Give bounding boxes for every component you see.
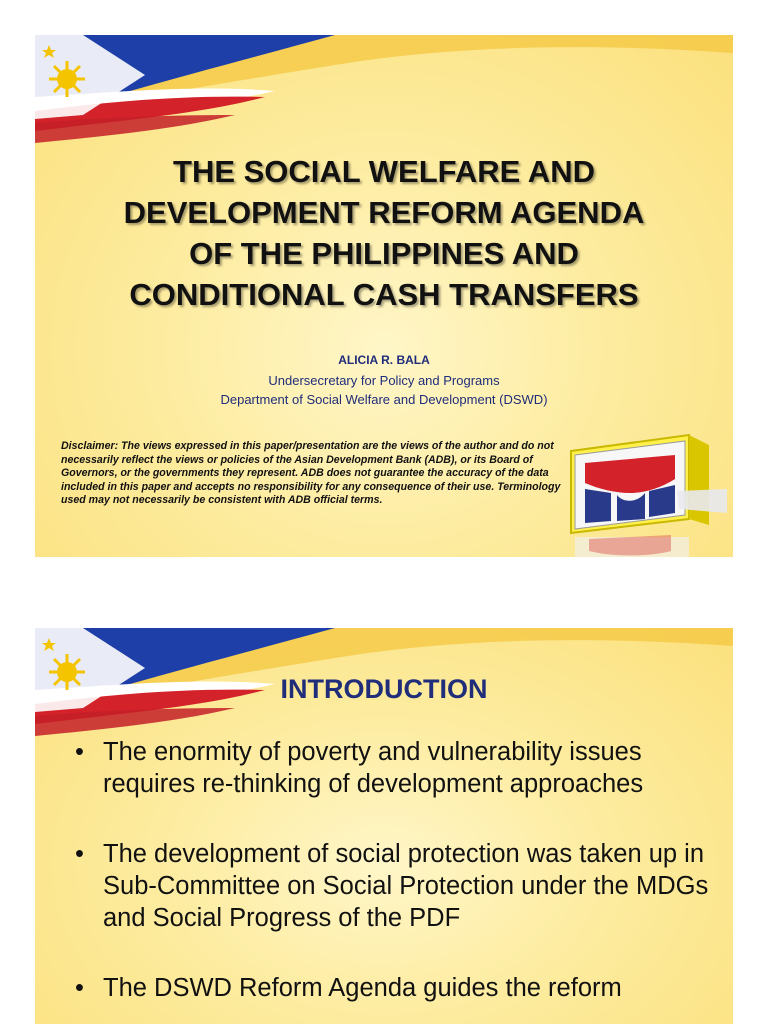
bullet-icon: • (75, 738, 84, 766)
list-item (71, 736, 711, 800)
slide-title (55, 151, 713, 315)
bullet-text: The DSWD Reform Agenda guides the reform (103, 974, 622, 1002)
author-name: ALICIA R. BALA (338, 353, 430, 367)
title-line: DEVELOPMENT REFORM AGENDA (123, 195, 645, 230)
disclaimer-text: Disclaimer: The views expressed in this paper/presentation are the views of the author and do not necessarily reflect the views or policies of the Asian Development Bank (ADB), or its Board of Governors, or the governments they represent. ADB does not guarantee the accuracy of the data included in this paper and accepts no responsibility for any consequence of their use. Terminology used may not necessarily be consistent with ADB official terms. (61, 440, 561, 507)
bullet-text: The enormity of poverty and vulnerability issues requires re-thinking of development approaches (103, 738, 644, 798)
title-slide (35, 35, 733, 557)
title-line: CONDITIONAL CASH TRANSFERS (129, 277, 639, 312)
bullet-icon: • (75, 840, 84, 868)
bullet-text: The development of social protection was taken up in Sub-Committee on Social Protection under the MDGs and Social Progress of the PDF (103, 840, 709, 932)
dswd-logo-icon (559, 433, 729, 557)
section-title: INTRODUCTION (280, 674, 488, 704)
bullet-icon: • (75, 974, 84, 1002)
bullet-list (71, 736, 711, 1024)
author-position: Undersecretary for Policy and Programs (268, 373, 500, 388)
title-line: OF THE PHILIPPINES AND (189, 236, 579, 271)
author-department: Department of Social Welfare and Development (DSWD) (220, 392, 548, 407)
philippine-flag-banner (35, 35, 733, 145)
introduction-slide (35, 628, 733, 1024)
list-item (71, 838, 711, 934)
sun-icon (49, 61, 85, 97)
list-item (71, 972, 711, 1004)
title-line: THE SOCIAL WELFARE AND (173, 154, 595, 189)
